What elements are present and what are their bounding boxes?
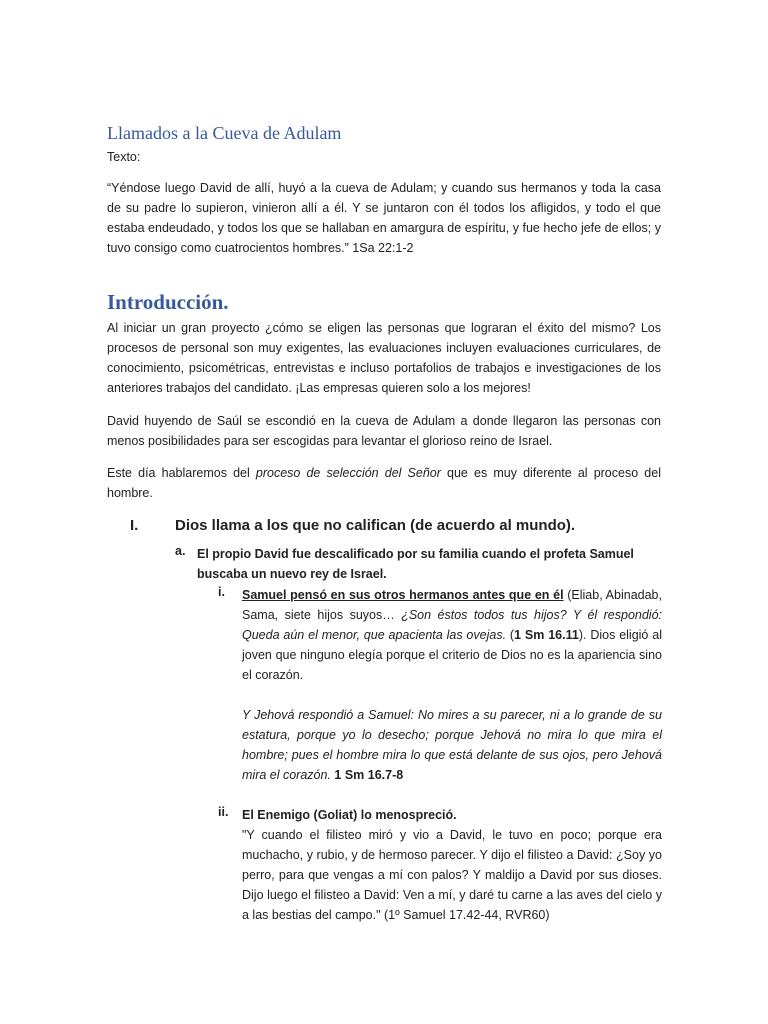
outline-i-marker: I. [130, 517, 139, 534]
verse-quote: “Yéndose luego David de allí, huyó a la cueva de Adulam; y cuando sus hermanos y toda la casa de su padre lo supieron, vinieron allí a él. Y se juntaron con él todos los afligidos, y todo el que estaba endeudado, y todos los que se hallaban en amargura de espíritu, y fue hecho jefe de ellos; y tuvo consigo como cuatrocientos hombres.” [107, 181, 661, 255]
sub-i-quote-text: Y Jehová respondió a Samuel: No mires a su parecer, ni a lo grande de su estatura, porque yo lo desecho; porque Jehová no mira lo que mira el hombre; pues el hombre mira lo que está delante de sus ojos, pero Jehová mira el corazón. [242, 708, 662, 782]
sub-i-plain1: (Eliab, Abinadab, Sama, siete hijos suyos… [242, 588, 662, 622]
document-title: Llamados a la Cueva de Adulam [107, 123, 342, 143]
sub-i-italic: ¿Son éstos todos tus hijos? Y él respondió: Queda aún el menor, que apacienta las ovejas. [242, 608, 662, 642]
outline-sub-ii-marker: ii. [218, 805, 229, 819]
sub-i-paren: ( [509, 628, 515, 642]
outline-sub-ii-text: "Y cuando el filisteo miró y vio a David, le tuvo en poco; porque era muchacho, y rubio, y de hermoso parecer. Y dijo el filisteo a David: ¿Soy yo perro, para que vengas a mí con palos? Y maldijo a David por sus dioses. Dijo luego el filisteo a David: Ven a mí, y daré tu carne a las aves del cielo y a las bestias del campo." (1º Samuel 17.42-44, RVR60) [242, 828, 662, 922]
sub-i-plain2: ). Dios eligió al joven que ninguno elegía porque el criterio de Dios no es la apariencia sino el corazón. [242, 628, 662, 682]
outline-i-heading: Dios llama a los que no califican (de acuerdo al mundo). [175, 517, 576, 534]
outline-sub-i-text [242, 585, 662, 685]
intro-paragraph-1: Al iniciar un gran proyecto ¿cómo se eligen las personas que lograran el éxito del mismo? Los procesos de personal son muy exigentes, las evaluaciones incluyen evaluaciones curriculares, de conocimiento, psicométricas, entrevistas e incluso portafolios de trabajos e investigaciones de los anteriores trabajos del candidato. ¡Las empresas quieren solo a los mejores! [107, 321, 661, 395]
outline-sub-i-marker: i. [218, 585, 225, 599]
intro-paragraph-3 [107, 463, 661, 503]
verse-reference: 1Sa 22:1-2 [352, 241, 414, 255]
outline-sub-ii-heading: El Enemigo (Goliat) lo menospreció. [242, 808, 457, 822]
outline-a-content: El propio David fue descalificado por su familia cuando el profeta Samuel buscaba un nuevo rey de Israel. [197, 547, 634, 581]
outline-a-text [197, 544, 663, 584]
intro-p3-italic: proceso de selección del Señor [255, 466, 441, 480]
intro-heading: Introducción. [107, 290, 229, 314]
sub-i-underline: Samuel pensó en sus otros hermanos antes que en él [242, 588, 564, 602]
sub-i-quote [242, 705, 662, 785]
intro-p3-after: que es muy diferente al proceso del hombre. [107, 466, 661, 500]
verse-paragraph [107, 178, 661, 258]
sub-i-quote-ref: 1 Sm 16.7-8 [334, 768, 404, 782]
text-label: Texto: [107, 150, 141, 164]
intro-paragraph-2: David huyendo de Saúl se escondió en la cueva de Adulam a donde llegaron las personas con menos posibilidades para ser escogidas para levantar el glorioso reino de Israel. [107, 414, 661, 448]
intro-p3-before: Este día hablaremos del [107, 466, 250, 480]
sub-i-ref: 1 Sm 16.11 [514, 628, 579, 642]
outline-a-marker: a. [175, 544, 186, 558]
